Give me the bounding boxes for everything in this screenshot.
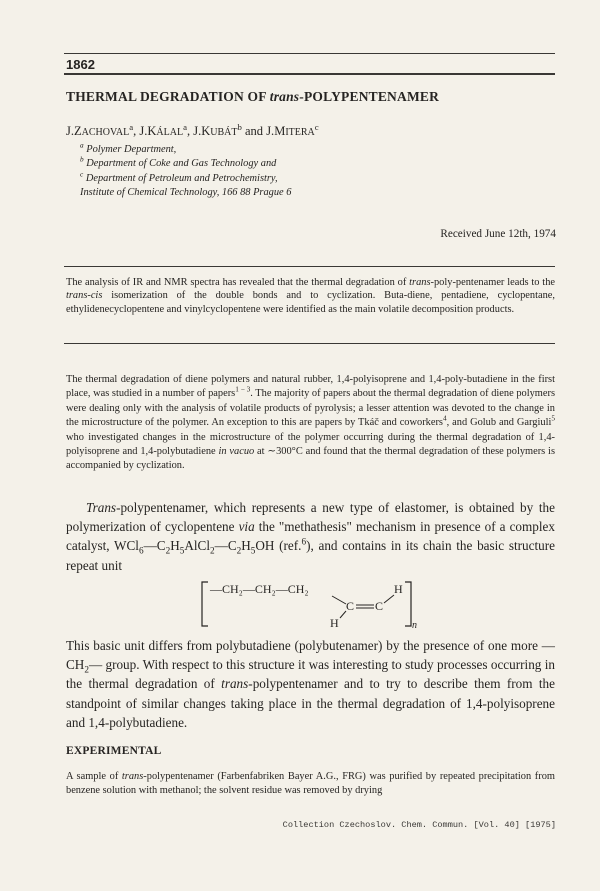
abstract-bottom-rule [64, 343, 555, 344]
repeat-unit-structure [200, 578, 420, 630]
author: J.KÁLAL$^a$ [139, 121, 187, 138]
top-rule [64, 53, 555, 54]
right-bracket [405, 582, 411, 626]
body-paragraph: Trans-polypentenamer, which represents a new type of elastomer, is obtained by the polymerization of cyclopentene via the "methathesis" mechanism in presence of a complex catalyst, $WCl_6—C_2H_5AlCl_2—C_2H_5OH$ (ref.$^6$), and contains in its chain the basic structure repeat unit [66, 500, 556, 573]
chain-label: —CH₂—CH₂—CH₂ [210, 582, 309, 596]
affiliation: $^b$ Department of Coke and Gas Technology and [80, 155, 277, 170]
carbon-atom: C [375, 599, 384, 613]
bond [332, 596, 346, 604]
author-list: J.ZACHOVAL$^a$, J.KÁLAL$^a$, J.KUBÁT$^b$ and J.MITERA$^c$ [66, 121, 319, 138]
article-title: THERMAL DEGRADATION OF trans-POLYPENTENAMER [66, 89, 440, 104]
body-paragraph: This basic unit differs from polybutadiene (polybutenamer) by the presence of one more $—CH_2—$ group. With respect to this structure it was interesting to study processes occurring in the thermal degradation of trans-polypentenamer and to try to describe them from the standpoint of similar changes taking place in the thermal degradation of 1,4-polyisoprene and 1,4-polybutadiene. [66, 638, 555, 730]
bond [384, 595, 394, 603]
left-bracket [202, 582, 208, 626]
abstract: The analysis of IR and NMR spectra has revealed that the thermal degradation of trans-poly-pentenamer leads to the trans-cis isomerization of the double bonds and to cyclization. Buta-diene, pentadiene, cyclopentane, ethylidenecyclopentene and vinylcyclopentene were identified as the main volatile decomposition products. [66, 277, 556, 315]
experimental-paragraph: A sample of trans-polypentenamer (Farbenfabriken Bayer A.G., FRG) was purified by repeated precipitation from benzene solution with methanol; the solvent residue was removed by drying [66, 771, 555, 797]
intro-paragraph: The thermal degradation of diene polymers and natural rubber, 1,4-polyisoprene and 1,4-poly-butadiene in the first place, was studied in a number of papers$^{1 - 3}$. The majority of papers about the thermal degradation of diene polymers were dealing only with the analysis of volatile products of pyrolysis; a lesser attention was devoted to the change in the microstructure of the polymer. An exception to this are papers by Tkáč and coworkers$^4$, and Golub and Gargiuli$^5$ who investigated changes in the microstructure of the polymer occurring during the thermal degradation of 1,4-polyisoprene and 1,4-polybutadiene in vacuo at ∼300°C and found that the thermal degradation of these polymers is accompanied by cyclization. [66, 374, 555, 472]
affiliation-list [80, 143, 550, 201]
affiliation: $^c$ Department of Petroleum and Petrochemistry, [80, 170, 278, 184]
author: J.KUBÁT$^b$ [193, 121, 242, 138]
header-rule [64, 73, 555, 75]
repeat-subscript: n [412, 620, 417, 630]
author: J.MITERA$^c$ [266, 121, 319, 138]
abstract-top-rule [64, 266, 555, 267]
carbon-atom: C [346, 599, 355, 613]
received-date: Received June 12th, 1974 [440, 228, 556, 240]
journal-footer: Collection Czechoslov. Chem. Commun. [Vol. 40] [1975] [282, 820, 556, 830]
hydrogen-atom: H [330, 616, 339, 630]
affiliation: Institute of Chemical Technology, 166 88 Prague 6 [80, 187, 292, 199]
author: J.ZACHOVAL$^a$ [66, 121, 134, 138]
bond [340, 611, 346, 618]
affiliation: $^a$ Polymer Department, [80, 141, 177, 155]
section-heading: EXPERIMENTAL [66, 745, 162, 757]
hydrogen-atom: H [394, 582, 403, 596]
page-number: 1862 [66, 57, 95, 72]
